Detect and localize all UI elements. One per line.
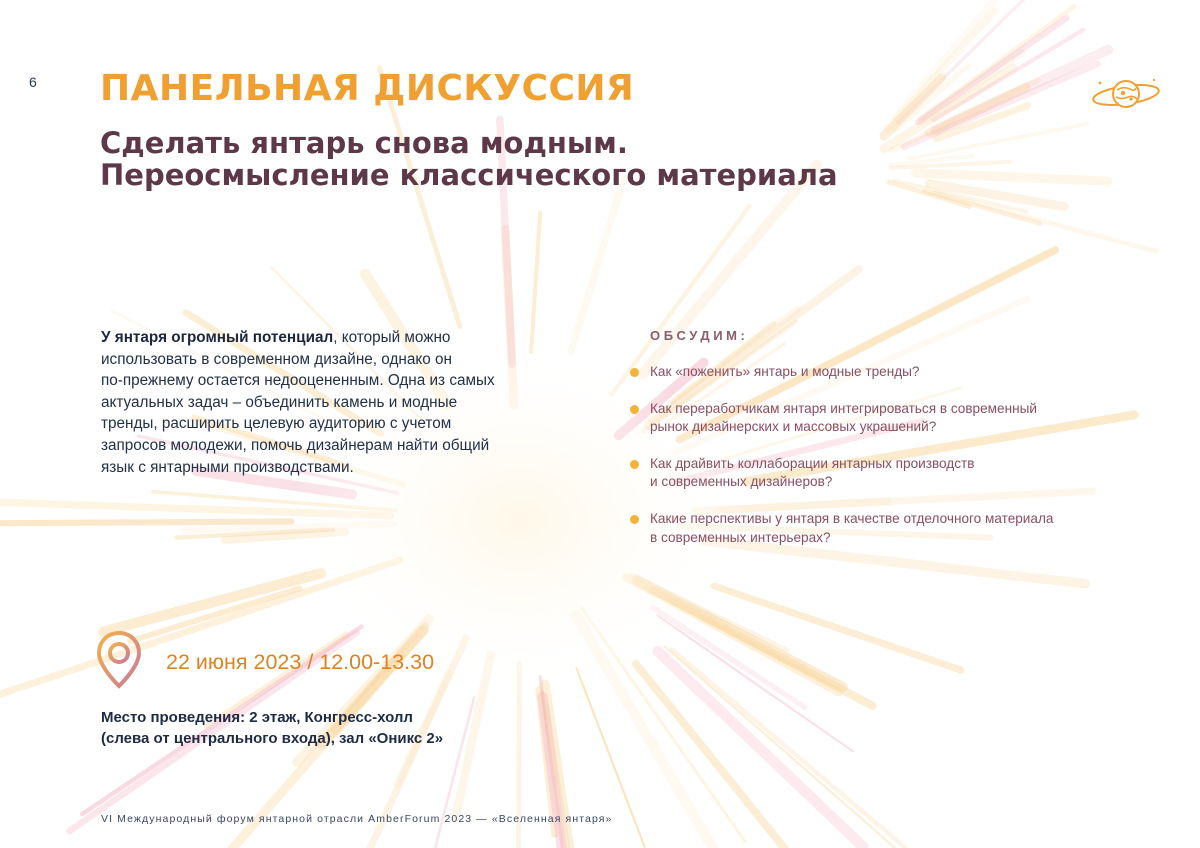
event-venue (101, 707, 443, 749)
bullet-dot-icon (630, 515, 639, 524)
intro-line: по-прежнему остается недооцененным. Одна из самых (101, 372, 495, 390)
question-item (629, 510, 1129, 547)
question-line: Как переработчикам янтаря интегрироваться в современный (650, 400, 1037, 416)
intro-line: запросов молодежи, помочь дизайнерам найти общий (101, 436, 490, 454)
venue-line: Место проведения: 2 этаж, Конгресс-холл (101, 709, 413, 726)
question-line: Как «поженить» янтарь и модные тренды? (650, 364, 920, 379)
intro-line-rest: , который можно (333, 329, 451, 346)
location-pin-icon (96, 631, 142, 689)
background-ray (0, 521, 291, 523)
intro-line: использовать в современном дизайне, однако он (101, 350, 452, 368)
section-kicker: ПАНЕЛЬНАЯ ДИСКУССИЯ (100, 68, 635, 109)
intro-line (101, 327, 551, 349)
event-datetime: 22 июня 2023 / 12.00-13.30 (166, 650, 435, 674)
question-item (629, 400, 1129, 437)
page-title (100, 127, 1000, 191)
question-item (629, 363, 1129, 382)
question-item (629, 455, 1129, 492)
page-number: 6 (29, 74, 37, 90)
discussion-heading: ОБСУДИМ: (650, 328, 749, 343)
intro-line: язык с янтарными производствами. (101, 458, 354, 476)
title-line: Сделать янтарь снова модным. (100, 126, 628, 160)
intro-bold-lead: У янтаря огромный потенциал (101, 329, 334, 346)
question-line: Какие перспективы у янтаря в качестве отделочного материала (650, 510, 1054, 526)
title-line: Переосмысление классического материала (100, 158, 838, 192)
intro-paragraph (101, 327, 551, 478)
background-ray (571, 180, 623, 352)
bullet-dot-icon (630, 460, 639, 469)
intro-line: тренды, расширить целевую аудиторию с учетом (101, 415, 452, 433)
background-ray (714, 586, 961, 670)
question-list (629, 363, 1129, 547)
question-line: рынок дизайнерских и массовых украшений? (650, 419, 937, 435)
bullet-dot-icon (630, 368, 639, 377)
question-line: Как драйвить коллаборации янтарных производств (650, 455, 975, 471)
footer-text: VI Международный форум янтарной отрасли AmberForum 2023 — «Вселенная янтаря» (101, 813, 613, 825)
venue-line: (слева от центрального входа), зал «Оникс 2» (101, 730, 444, 747)
intro-line: актуальных задач – объединить камень и модные (101, 393, 458, 411)
saturn-planet-logo (1090, 72, 1162, 116)
discussion-block (629, 328, 1129, 565)
bullet-dot-icon (630, 405, 639, 414)
question-line: и современных дизайнеров? (650, 474, 833, 490)
question-line: в современных интерьерах? (650, 529, 831, 545)
